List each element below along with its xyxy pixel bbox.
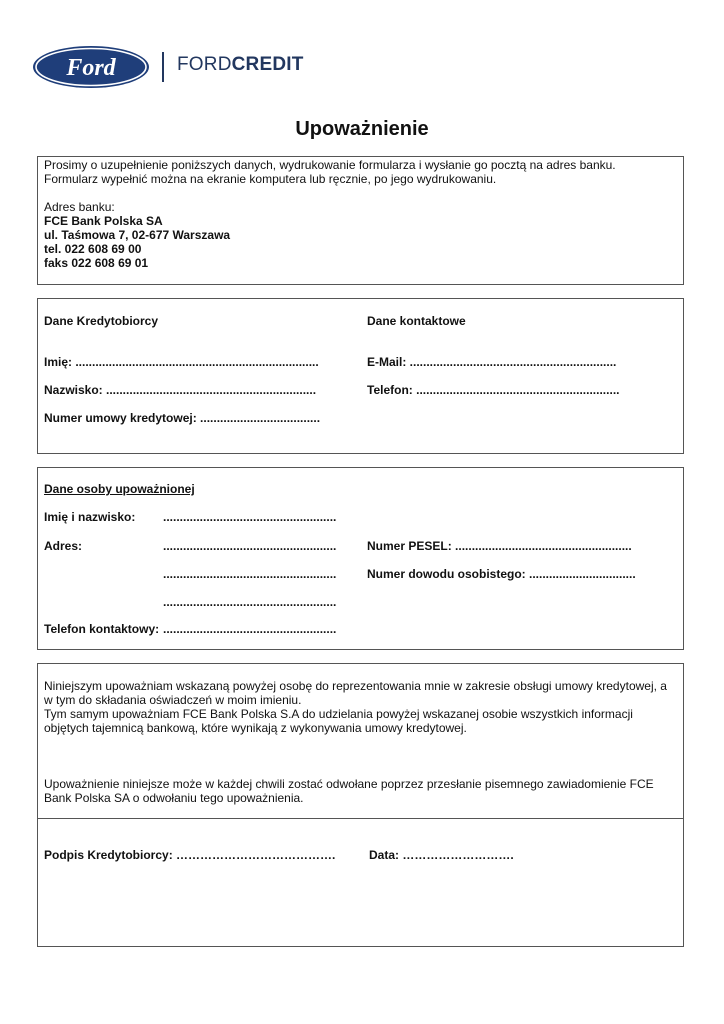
header-divider — [162, 52, 164, 82]
contact-email-field[interactable]: E-Mail: .............................................................. — [367, 355, 617, 369]
authorized-address-field-2[interactable]: .................................................... — [163, 567, 337, 581]
borrower-signature-field[interactable]: Podpis Kredytobiorcy: …………………………………. — [44, 848, 336, 862]
authorized-heading: Dane osoby upoważnionej — [44, 482, 195, 496]
bank-street: ul. Taśmowa 7, 02-677 Warszawa — [44, 228, 231, 242]
authorized-name-label: Imię i nazwisko: — [44, 510, 136, 524]
bank-name: FCE Bank Polska SA — [44, 214, 163, 228]
bank-address-label: Adres banku: — [44, 200, 115, 214]
ford-logo-text: Ford — [66, 55, 116, 81]
contract-number-field[interactable]: Numer umowy kredytowej: .................................... — [44, 411, 321, 425]
authorized-phone-label: Telefon kontaktowy: — [44, 622, 160, 636]
authorized-name-field[interactable]: .................................................... — [163, 510, 337, 524]
authorized-phone-field[interactable]: .................................................... — [163, 622, 337, 636]
intro-line-1: Prosimy o uzupełnienie poniższych danych, wydrukowanie formularza i wysłanie go pocztą na adres banku. — [44, 158, 616, 172]
brand-ford: FORD — [177, 54, 232, 75]
authorized-id-card-field[interactable]: Numer dowodu osobistego: ................................ — [367, 567, 636, 581]
ford-credit-brand — [177, 54, 304, 76]
declaration-paragraph-2: Tym samym upoważniam FCE Bank Polska S.A do udzielania powyżej wskazanej osobie wszystkich informacji objętych tajemnicą bankową, które wynikają z wykonywania umowy kredytowej. — [44, 707, 633, 735]
borrower-first-name-field[interactable]: Imię: ......................................................................... — [44, 355, 319, 369]
declaration-paragraph-3: Upoważnienie niniejsze może w każdej chwili zostać odwołane poprzez przesłanie pisemnego zawiadomienie FCE Bank Polska SA o odwołaniu tego upoważnienia. — [44, 777, 654, 805]
contact-phone-field[interactable]: Telefon: ............................................................. — [367, 383, 620, 397]
bank-phone: tel. 022 608 69 00 — [44, 242, 142, 256]
declaration-paragraph-1: Niniejszym upoważniam wskazaną powyżej osobę do reprezentowania mnie w zakresie obsługi umowy kredytowej, a w tym do składania oświadczeń w moim imieniu. — [44, 679, 667, 707]
contact-heading: Dane kontaktowe — [367, 314, 466, 328]
signature-date-field[interactable]: Data: ………………………. — [369, 848, 514, 862]
authorized-address-field-3[interactable]: .................................................... — [163, 595, 337, 609]
intro-line-2: Formularz wypełnić można na ekranie komputera lub ręcznie, po jego wydrukowaniu. — [44, 172, 497, 186]
signature-divider — [38, 818, 683, 819]
authorized-pesel-field[interactable]: Numer PESEL: ..................................................... — [367, 539, 632, 553]
brand-credit: CREDIT — [231, 54, 304, 75]
page-title: Upoważnienie — [295, 118, 429, 140]
authorized-address-field-1[interactable]: .................................................... — [163, 539, 337, 553]
borrower-heading: Dane Kredytobiorcy — [44, 314, 159, 328]
authorized-address-label: Adres: — [44, 539, 83, 553]
ford-logo — [32, 45, 150, 89]
borrower-last-name-field[interactable]: Nazwisko: ............................................................... — [44, 383, 317, 397]
bank-fax: faks 022 608 69 01 — [44, 256, 149, 270]
